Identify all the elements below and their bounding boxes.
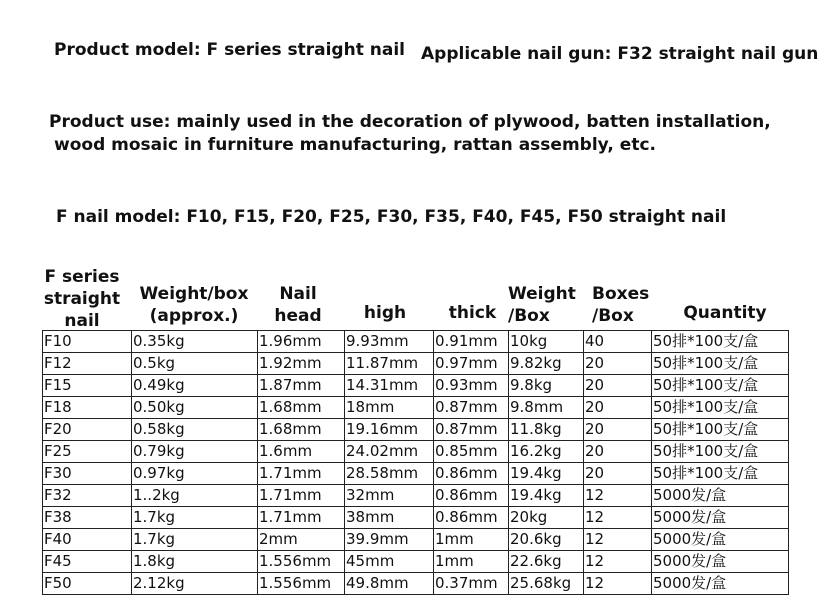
cell-weight-box: 20.6kg (509, 529, 584, 551)
table-row (43, 551, 789, 573)
cell-weight: 0.97kg (132, 463, 258, 485)
cell-weight: 1.8kg (132, 551, 258, 573)
cell-quantity: 5000发/盒 (652, 551, 789, 573)
cell-boxes-box: 20 (584, 397, 652, 419)
cell-nail-head: 2mm (258, 529, 345, 551)
cell-nail-head: 1.68mm (258, 419, 345, 441)
cell-thick: 0.87mm (434, 397, 509, 419)
table-row (43, 485, 789, 507)
cell-nail-head: 1.92mm (258, 353, 345, 375)
cell-high: 38mm (345, 507, 434, 529)
header-series-line: nail (64, 311, 100, 330)
cell-nail-head: 1.556mm (258, 573, 345, 595)
cell-nail-head: 1.87mm (258, 375, 345, 397)
cell-model: F18 (43, 397, 132, 419)
cell-high: 9.93mm (345, 331, 434, 353)
cell-thick: 0.86mm (434, 463, 509, 485)
product-use-line-1: Product use: mainly used in the decoration of plywood, batten installation, (49, 112, 771, 132)
cell-thick: 0.37mm (434, 573, 509, 595)
cell-model: F10 (43, 331, 132, 353)
cell-quantity: 50排*100支/盒 (652, 419, 789, 441)
cell-weight: 0.35kg (132, 331, 258, 353)
header-boxes-box-line: /Box (592, 306, 634, 326)
cell-weight: 0.5kg (132, 353, 258, 375)
cell-model: F25 (43, 441, 132, 463)
cell-thick: 0.97mm (434, 353, 509, 375)
cell-thick: 0.91mm (434, 331, 509, 353)
cell-quantity: 50排*100支/盒 (652, 441, 789, 463)
cell-model: F45 (43, 551, 132, 573)
cell-nail-head: 1.6mm (258, 441, 345, 463)
cell-high: 39.9mm (345, 529, 434, 551)
cell-weight-box: 9.8mm (509, 397, 584, 419)
cell-nail-head: 1.556mm (258, 551, 345, 573)
cell-high: 14.31mm (345, 375, 434, 397)
header-thick: thick (448, 303, 497, 323)
cell-high: 18mm (345, 397, 434, 419)
cell-model: F38 (43, 507, 132, 529)
cell-thick: 0.85mm (434, 441, 509, 463)
table-row (43, 375, 789, 397)
header-weight-box (508, 283, 584, 327)
cell-weight: 2.12kg (132, 573, 258, 595)
cell-high: 19.16mm (345, 419, 434, 441)
cell-quantity: 5000发/盒 (652, 485, 789, 507)
table-row (43, 353, 789, 375)
cell-thick: 0.86mm (434, 485, 509, 507)
cell-thick: 1mm (434, 551, 509, 573)
cell-nail-head: 1.71mm (258, 485, 345, 507)
cell-quantity: 50排*100支/盒 (652, 397, 789, 419)
cell-weight-box: 9.82kg (509, 353, 584, 375)
header-weight-line: Weight/box (139, 284, 249, 304)
cell-boxes-box: 20 (584, 419, 652, 441)
f-nail-model-line: F nail model: F10, F15, F20, F25, F30, F35, F40, F45, F50 straight nail (56, 207, 727, 227)
cell-boxes-box: 12 (584, 551, 652, 573)
cell-boxes-box: 12 (584, 485, 652, 507)
header-nail-head-line: head (274, 306, 322, 326)
cell-quantity: 50排*100支/盒 (652, 331, 789, 353)
cell-weight-box: 20kg (509, 507, 584, 529)
header-nail-head (268, 283, 328, 327)
table-row (43, 331, 789, 353)
cell-weight-box: 11.8kg (509, 419, 584, 441)
product-use-line-2: wood mosaic in furniture manufacturing, rattan assembly, etc. (54, 135, 656, 155)
cell-high: 28.58mm (345, 463, 434, 485)
cell-high: 49.8mm (345, 573, 434, 595)
cell-boxes-box: 12 (584, 529, 652, 551)
cell-thick: 1mm (434, 529, 509, 551)
cell-quantity: 50排*100支/盒 (652, 463, 789, 485)
header-boxes-box-line: Boxes (592, 284, 650, 304)
cell-thick: 0.93mm (434, 375, 509, 397)
cell-quantity: 5000发/盒 (652, 573, 789, 595)
cell-model: F12 (43, 353, 132, 375)
cell-model: F50 (43, 573, 132, 595)
header-series (42, 266, 122, 330)
cell-weight-box: 22.6kg (509, 551, 584, 573)
cell-nail-head: 1.71mm (258, 507, 345, 529)
table-row (43, 441, 789, 463)
cell-boxes-box: 20 (584, 463, 652, 485)
cell-thick: 0.87mm (434, 419, 509, 441)
cell-boxes-box: 20 (584, 441, 652, 463)
cell-weight: 0.79kg (132, 441, 258, 463)
header-boxes-box (592, 283, 654, 327)
cell-nail-head: 1.68mm (258, 397, 345, 419)
cell-boxes-box: 12 (584, 573, 652, 595)
cell-weight: 0.58kg (132, 419, 258, 441)
cell-weight-box: 9.8kg (509, 375, 584, 397)
cell-weight: 0.49kg (132, 375, 258, 397)
table-row (43, 419, 789, 441)
cell-high: 24.02mm (345, 441, 434, 463)
header-high: high (363, 303, 407, 323)
header-series-line: F series (44, 267, 120, 287)
table-row (43, 529, 789, 551)
table-row (43, 397, 789, 419)
cell-weight-box: 19.4kg (509, 485, 584, 507)
cell-high: 32mm (345, 485, 434, 507)
cell-boxes-box: 12 (584, 507, 652, 529)
cell-boxes-box: 20 (584, 375, 652, 397)
cell-weight-box: 19.4kg (509, 463, 584, 485)
header-weight (134, 283, 254, 327)
cell-nail-head: 1.71mm (258, 463, 345, 485)
cell-thick: 0.86mm (434, 507, 509, 529)
table-row (43, 507, 789, 529)
table-row (43, 463, 789, 485)
cell-weight-box: 10kg (509, 331, 584, 353)
header-nail-head-line: Nail (279, 284, 317, 304)
cell-quantity: 50排*100支/盒 (652, 353, 789, 375)
cell-boxes-box: 40 (584, 331, 652, 353)
cell-model: F20 (43, 419, 132, 441)
cell-high: 11.87mm (345, 353, 434, 375)
cell-model: F15 (43, 375, 132, 397)
nail-spec-table (42, 330, 789, 595)
table-row (43, 573, 789, 595)
cell-weight: 1.7kg (132, 507, 258, 529)
header-weight-line: (approx.) (149, 306, 239, 326)
cell-model: F32 (43, 485, 132, 507)
cell-weight: 0.50kg (132, 397, 258, 419)
header-weight-box-line: /Box (508, 306, 550, 326)
header-weight-box-line: Weight (508, 284, 576, 304)
header-series-line: straight (43, 289, 121, 309)
cell-high: 45mm (345, 551, 434, 573)
product-model-line: Product model: F series straight nail (54, 40, 405, 60)
cell-weight-box: 25.68kg (509, 573, 584, 595)
applicable-gun-line: Applicable nail gun: F32 straight nail gun (421, 44, 819, 64)
table-body (43, 331, 789, 595)
cell-weight-box: 16.2kg (509, 441, 584, 463)
cell-quantity: 5000发/盒 (652, 507, 789, 529)
cell-boxes-box: 20 (584, 353, 652, 375)
header-quantity: Quantity (683, 303, 767, 323)
cell-weight: 1..2kg (132, 485, 258, 507)
cell-model: F40 (43, 529, 132, 551)
cell-weight: 1.7kg (132, 529, 258, 551)
cell-quantity: 50排*100支/盒 (652, 375, 789, 397)
cell-model: F30 (43, 463, 132, 485)
cell-quantity: 5000发/盒 (652, 529, 789, 551)
cell-nail-head: 1.96mm (258, 331, 345, 353)
